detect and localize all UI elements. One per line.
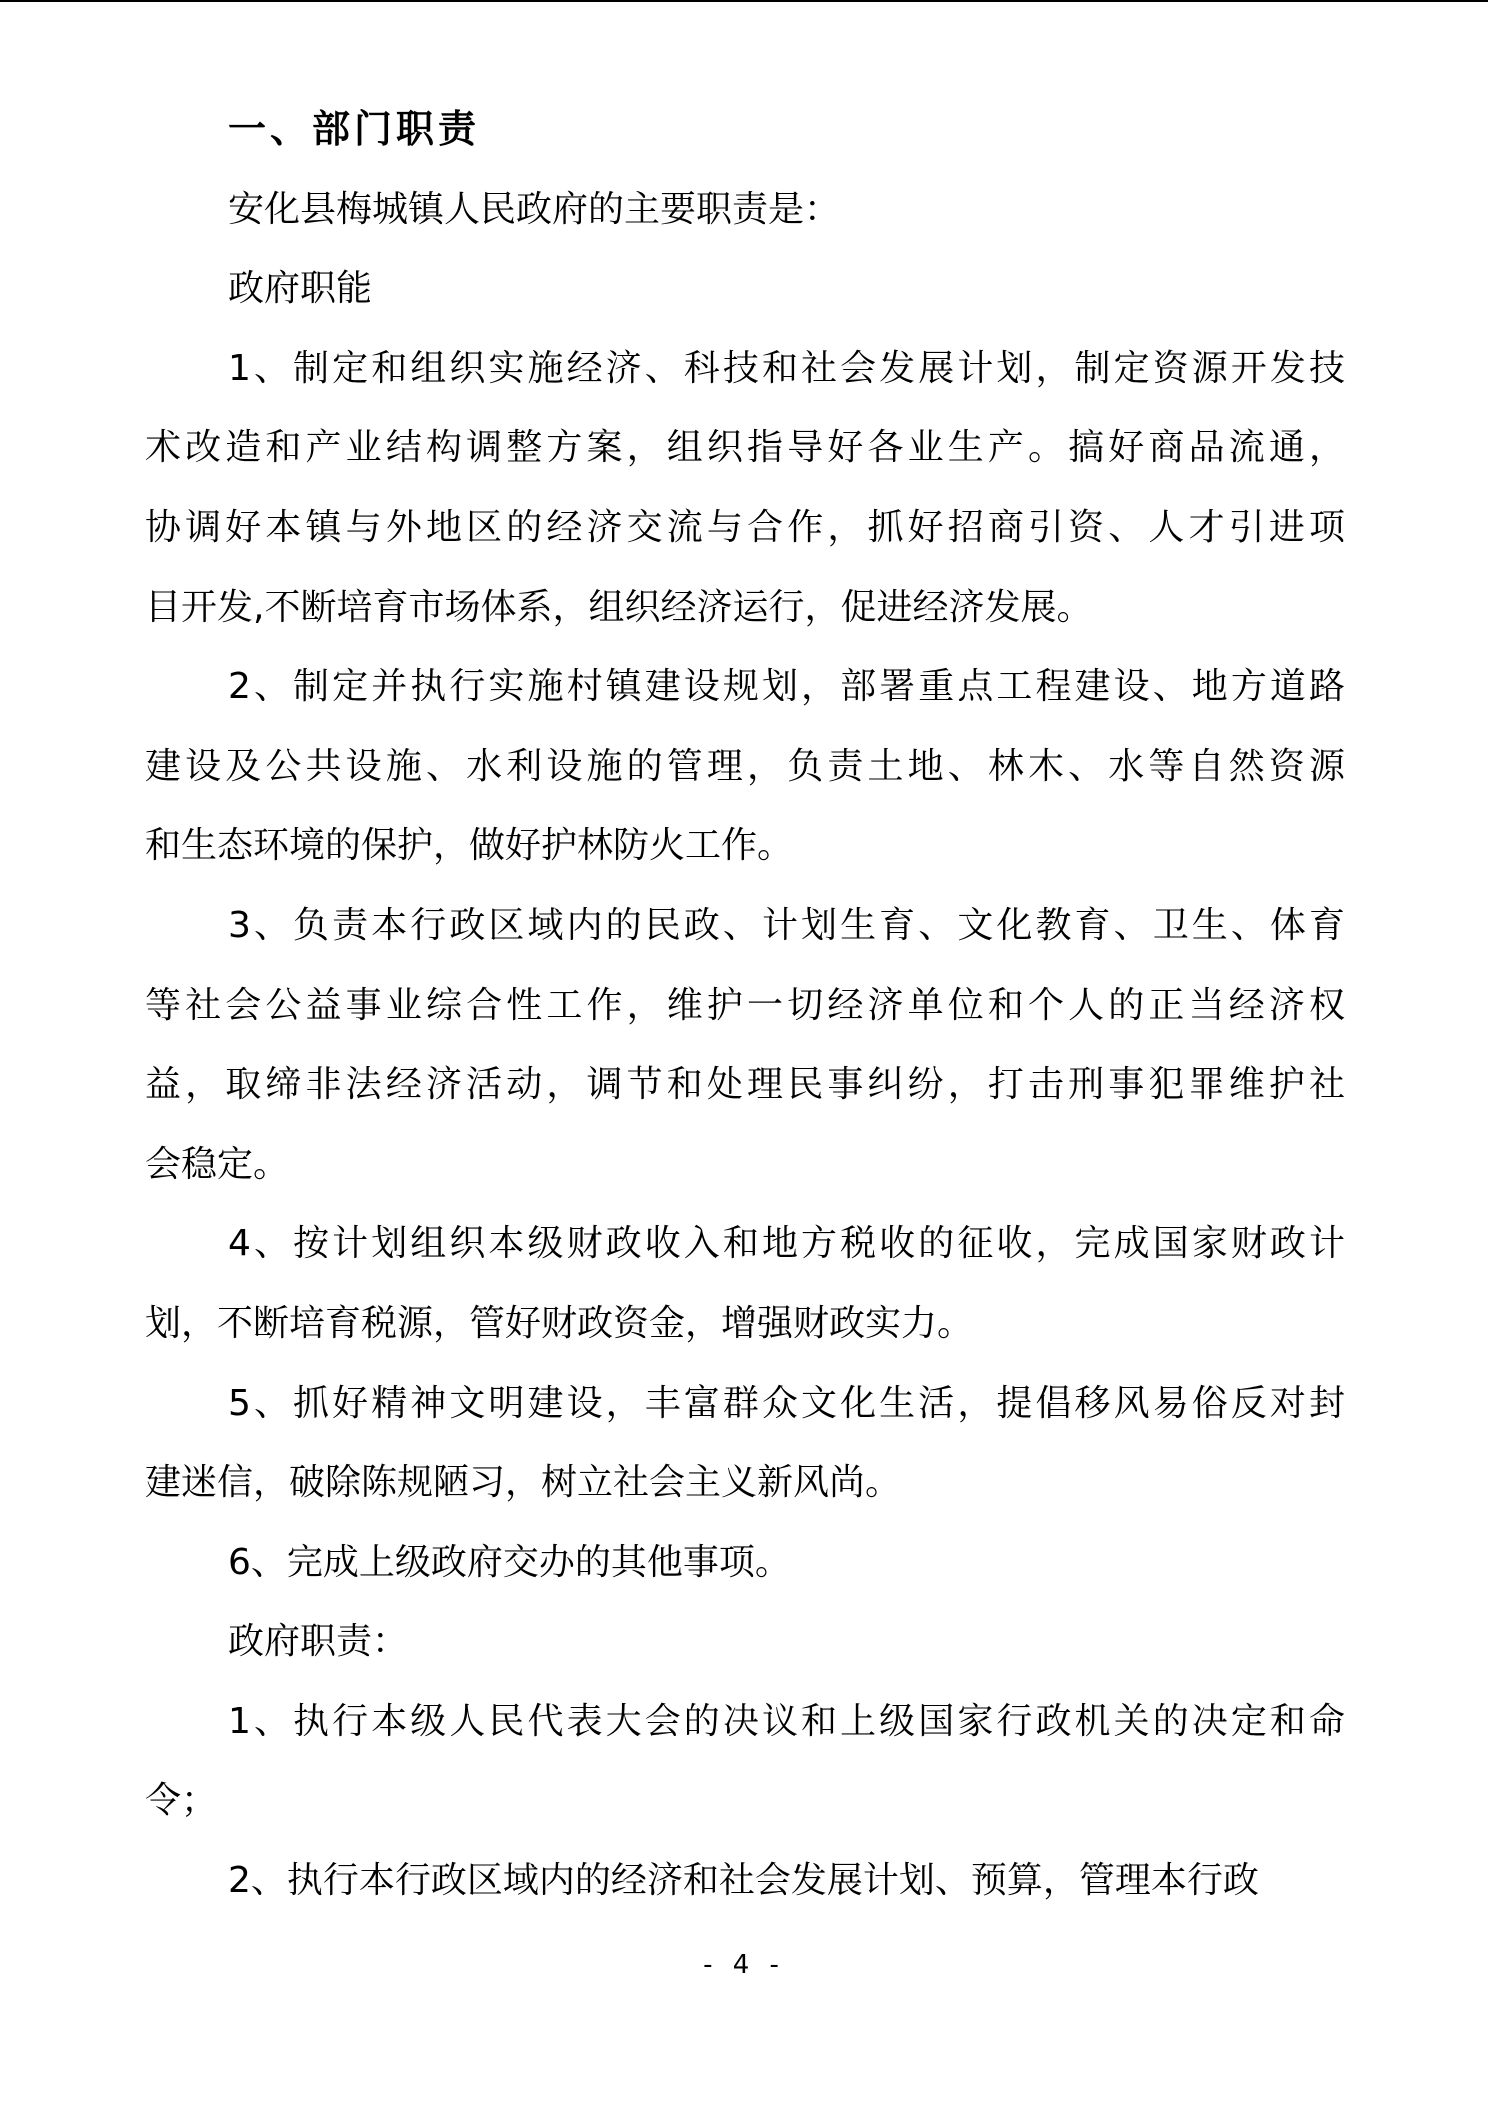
document-body: [145, 90, 1345, 1921]
paragraph: [145, 1204, 1345, 1363]
paragraph-line: 安化县梅城镇人民政府的主要职责是：: [228, 188, 841, 230]
paragraph: [145, 1523, 1345, 1603]
paragraph-line: 划，不断培育税源，管好财政资金，增强财政实力。: [145, 1302, 974, 1344]
paragraph-line: 建迷信，破除陈规陋习，树立社会主义新风尚。: [145, 1462, 902, 1504]
paragraph-line: 4、按计划组织本级财政收入和地方税收的征收，完成国家财政计: [228, 1223, 1345, 1265]
paragraph-line: 2、执行本行政区域内的经济和社会发展计划、预算，管理本行政: [228, 1860, 1259, 1902]
page-number: - 4 -: [703, 1950, 785, 1980]
paragraph: [145, 329, 1345, 647]
paragraph: [145, 249, 1345, 329]
paragraph: [145, 1841, 1345, 1921]
paragraph: [145, 1602, 1345, 1682]
paragraph-line: 建设及公共设施、水利设施的管理，负责土地、林木、水等自然资源: [145, 745, 1345, 787]
paragraph-line: 3、负责本行政区域内的民政、计划生育、文化教育、卫生、体育: [228, 904, 1345, 946]
paragraph-line: 6、完成上级政府交办的其他事项。: [228, 1541, 791, 1583]
paragraph-line: 2、制定并执行实施村镇建设规划，部署重点工程建设、地方道路: [228, 666, 1345, 708]
page-top-border: [0, 0, 1488, 2]
paragraph-line: 会稳定。: [145, 1143, 290, 1185]
paragraph-line: 5、抓好精神文明建设，丰富群众文化生活，提倡移风易俗反对封: [228, 1382, 1345, 1424]
paragraph-line: 令；: [145, 1780, 218, 1822]
paragraph: [145, 886, 1345, 1204]
paragraph-line: 政府职能: [228, 268, 373, 310]
paragraph: [145, 1682, 1345, 1841]
paragraph: [145, 647, 1345, 886]
paragraph-line: 政府职责：: [228, 1621, 409, 1663]
section-heading: 一、部门职责: [228, 107, 481, 151]
paragraph-line: 1、执行本级人民代表大会的决议和上级国家行政机关的决定和命: [228, 1700, 1345, 1742]
paragraphs: [145, 170, 1345, 1921]
paragraph-line: 目开发,不断培育市场体系，组织经济运行，促进经济发展。: [145, 586, 1093, 628]
paragraph-line: 等社会公益事业综合性工作，维护一切经济单位和个人的正当经济权: [145, 984, 1345, 1026]
paragraph: [145, 170, 1345, 250]
paragraph: [145, 1364, 1345, 1523]
paragraph-line: 术改造和产业结构调整方案，组织指导好各业生产。搞好商品流通，: [145, 427, 1345, 469]
paragraph-line: 和生态环境的保护，做好护林防火工作。: [145, 825, 794, 867]
paragraph-line: 协调好本镇与外地区的经济交流与合作，抓好招商引资、人才引进项: [145, 506, 1345, 548]
paragraph-line: 益，取缔非法经济活动，调节和处理民事纠纷，打击刑事犯罪维护社: [145, 1064, 1345, 1106]
paragraph-line: 1、制定和组织实施经济、科技和社会发展计划，制定资源开发技: [228, 347, 1345, 389]
